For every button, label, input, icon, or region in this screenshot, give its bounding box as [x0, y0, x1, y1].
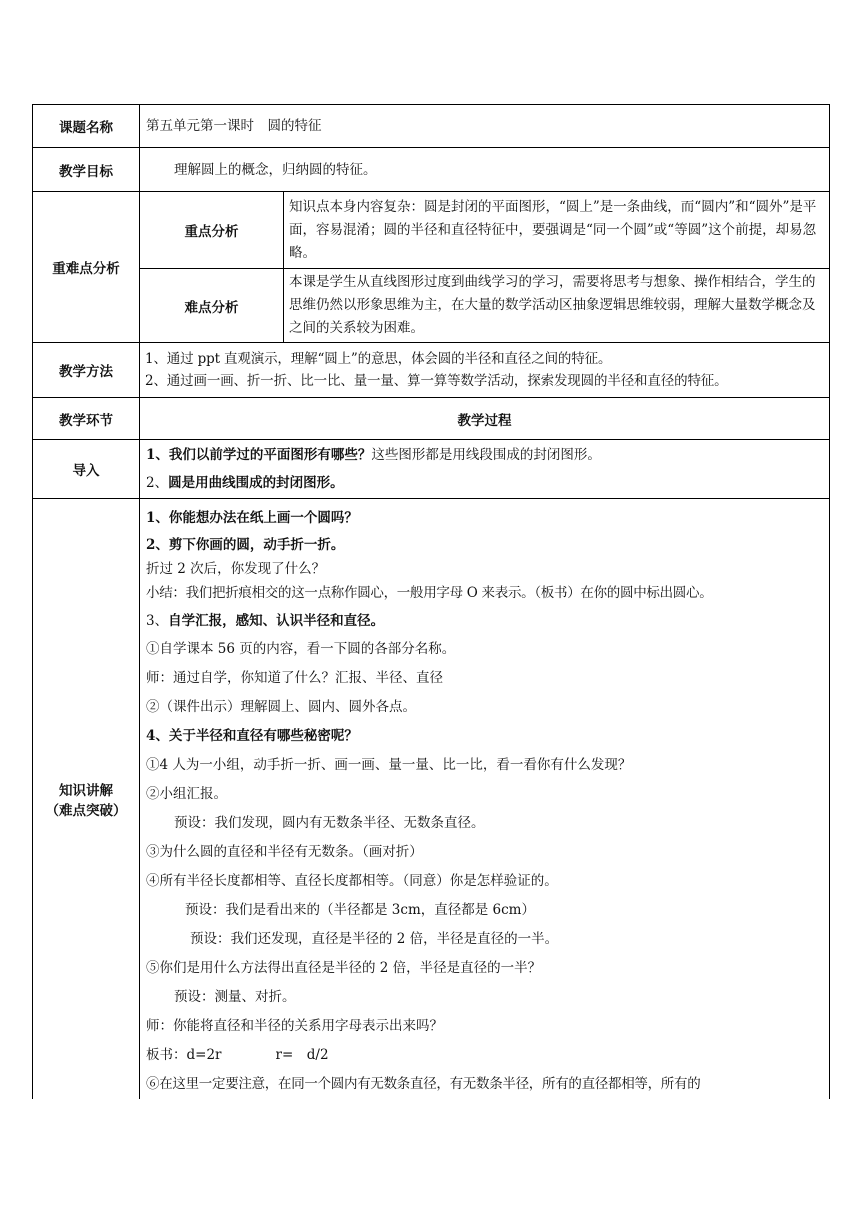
- intro-line-1: [140, 441, 829, 469]
- knowledge-line: 师：通过自学，你知道了什么？汇报、半径、直径: [146, 670, 443, 686]
- stage-header-row: [33, 398, 830, 440]
- knowledge-line-bold: 自学汇报，感知、认识半径和直径。: [168, 613, 385, 629]
- knowledge-line: ④所有半径长度都相等、直径长度都相等。（同意）你是怎样验证的。: [146, 873, 558, 889]
- knowledge-line: 预设：我们是看出来的（半径都是 3cm，直径都是 6cm）: [185, 902, 535, 918]
- course-name-label: 课题名称: [33, 105, 140, 148]
- difficulty-label: 重难点分析: [33, 192, 140, 343]
- intro-line-2-text: 圆是用曲线围成的封闭图形。: [168, 475, 344, 491]
- knowledge-row: [33, 499, 830, 1100]
- course-name-row: [33, 105, 830, 148]
- knowledge-line: 板书：d=2r r= d/2: [146, 1047, 329, 1063]
- knowledge-line: 预设：测量、对折。: [174, 989, 296, 1005]
- knowledge-line: 小结：我们把折痕相交的这一点称作圆心，一般用字母 O 来表示。（板书）在你的圆中标出圆心。: [146, 585, 713, 601]
- knowledge-label: [33, 499, 140, 1100]
- knowledge-line: 折过 2 次后，你发现了什么？: [146, 561, 326, 577]
- key-point-text: 知识点本身内容复杂：圆是封闭的平面图形，“圆上”是一条曲线，而“圆内”和“圆外”是平面，容易混淆；圆的半径和直径特征中，要强调是“同一个圆”或“等圆”这个前提，却易忽略。: [289, 198, 817, 261]
- objective-row: [33, 148, 830, 192]
- knowledge-line: ②小组汇报。: [146, 786, 227, 802]
- intro-answer: 这些图形都是用线段围成的封闭图形。: [371, 447, 601, 463]
- process-header: 教学过程: [140, 398, 830, 440]
- method-row: [33, 343, 830, 398]
- knowledge-line: ⑥在这里一定要注意，在同一个圆内有无数条直径，有无数条半径，所有的直径都相等，所有的: [146, 1076, 701, 1092]
- intro-row: [33, 440, 830, 499]
- method-line-1: 1、通过 ppt 直观演示，理解“圆上”的意思，体会圆的半径和直径之间的特征。: [145, 351, 612, 367]
- hard-point-text: 本课是学生从直线图形过度到曲线学习的学习，需要将思考与想象、操作相结合，学生的思维仍然以形象思维为主，在大量的数学活动区抽象逻辑思维较弱，理解大量数学概念及之间的关系较为困难。: [289, 274, 816, 336]
- knowledge-label-line-2: （难点突破）: [45, 803, 127, 819]
- hard-point-label: 难点分析: [140, 269, 284, 343]
- method-label: 教学方法: [33, 343, 140, 398]
- knowledge-line: 1、你能想办法在纸上画一个圆吗？: [146, 510, 358, 526]
- knowledge-line: ⑤你们是用什么方法得出直径是半径的 2 倍，半径是直径的一半？: [146, 960, 542, 976]
- knowledge-line: 预设：我们发现，圆内有无数条半径、无数条直径。: [174, 815, 485, 831]
- intro-label: 导入: [33, 440, 140, 499]
- intro-line-2-num: 2、: [146, 475, 169, 491]
- intro-line-2: [140, 469, 829, 497]
- knowledge-line: 4、关于半径和直径有哪些秘密呢？: [146, 728, 358, 744]
- knowledge-line: ①自学课本 56 页的内容，看一下圆的各部分名称。: [146, 641, 456, 657]
- objective-label: 教学目标: [33, 148, 140, 192]
- objective-value: 理解圆上的概念，归纳圆的特征。: [174, 161, 377, 178]
- method-line-2: 2、通过画一画、折一折、比一比、量一量、算一算等数学活动，探索发现圆的半径和直径的特征。: [145, 373, 728, 389]
- intro-question: 1、我们以前学过的平面图形有哪些？: [146, 447, 372, 463]
- knowledge-line: 预设：我们还发现，直径是半径的 2 倍，半径是直径的一半。: [190, 931, 559, 947]
- knowledge-line: 2、剪下你画的圆，动手折一折。: [146, 537, 345, 553]
- knowledge-line: ③为什么圆的直径和半径有无数条。（画对折）: [146, 844, 423, 860]
- knowledge-line: ②（课件出示）理解圆上、圆内、圆外各点。: [146, 699, 416, 715]
- knowledge-label-line-1: 知识讲解: [59, 783, 113, 799]
- key-point-label: 重点分析: [140, 192, 284, 269]
- stage-label: 教学环节: [33, 398, 140, 440]
- hard-point-row: [33, 269, 830, 343]
- knowledge-line: ①4 人为一小组，动手折一折、画一画、量一量、比一比，看一看你有什么发现？: [146, 757, 632, 773]
- key-point-row: [33, 192, 830, 269]
- knowledge-line-num: 3、: [146, 613, 169, 629]
- course-name-value: 第五单元第一课时 圆的特征: [146, 118, 322, 134]
- lesson-plan-table: [32, 104, 830, 1099]
- knowledge-line: [140, 607, 829, 635]
- knowledge-line: 师：你能将直径和半径的关系用字母表示出来吗？: [146, 1018, 443, 1034]
